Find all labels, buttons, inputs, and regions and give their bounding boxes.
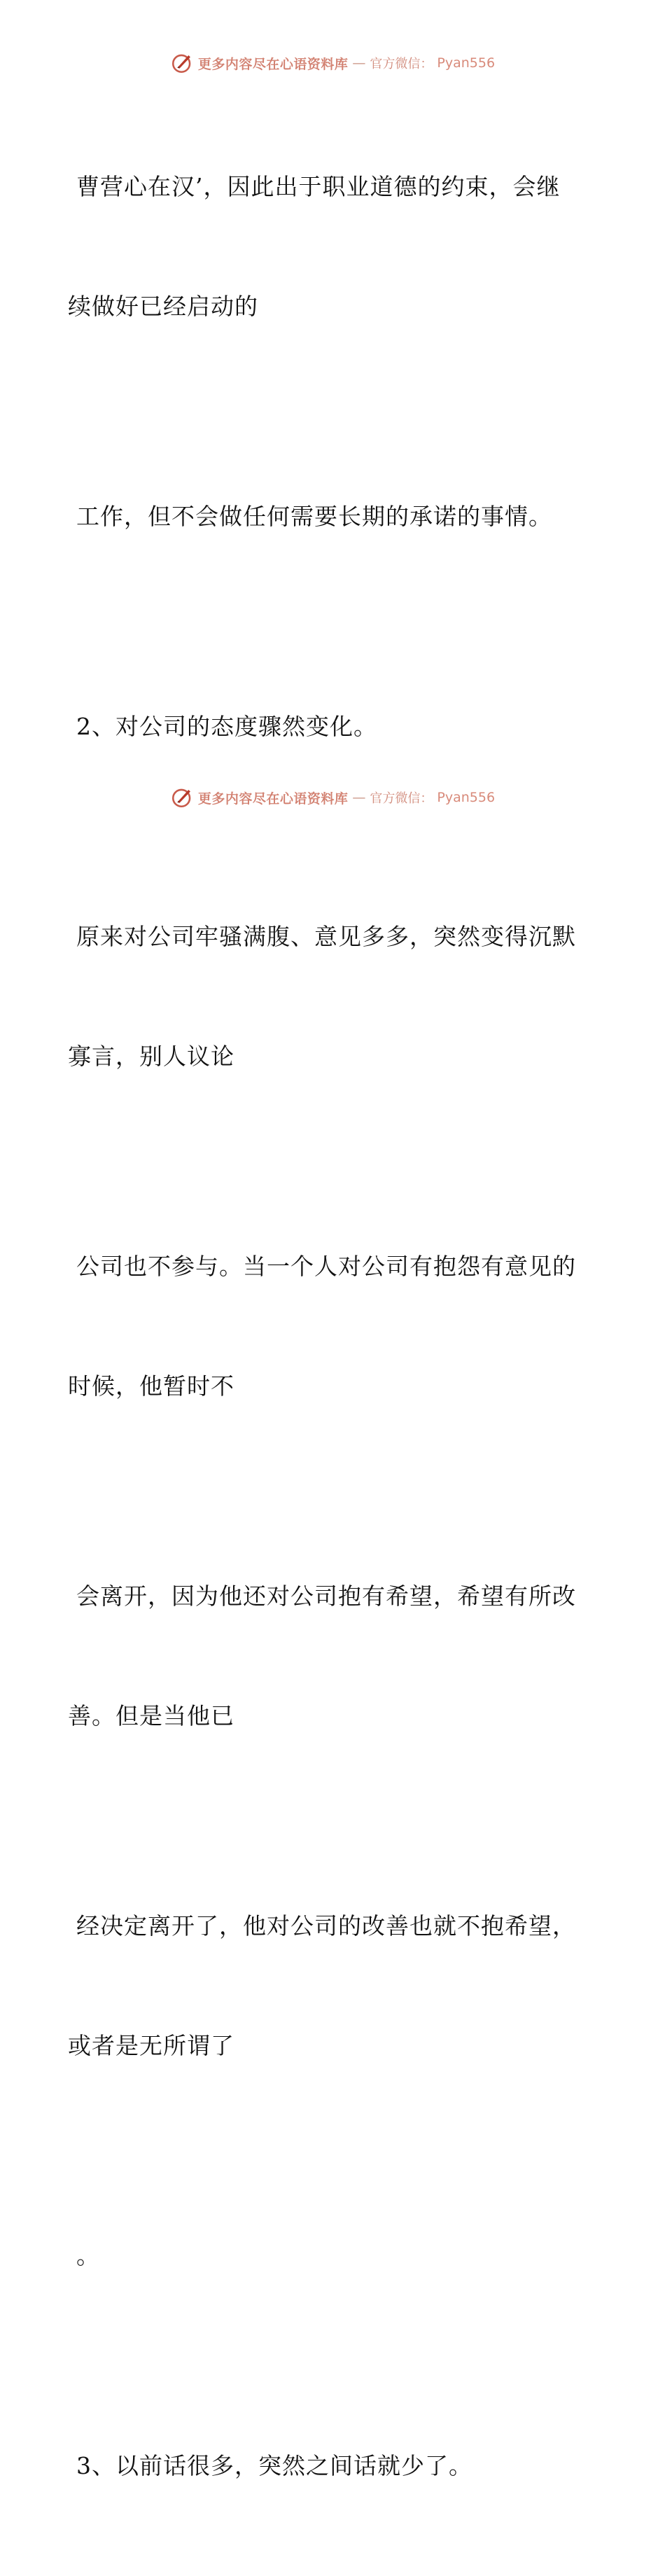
text-line: 原来对公司牢骚满腹、意见多多，突然变得沉默: [76, 923, 576, 950]
text-line: 经决定离开了，他对公司的改善也就不抱希望，: [76, 1912, 576, 1940]
text-line: 或者是无所谓了: [68, 2032, 234, 2059]
watermark-dash: —: [352, 55, 366, 71]
watermark-dash: —: [352, 790, 366, 805]
paragraph-6: [68, 1496, 586, 1816]
header-watermark: [0, 49, 665, 77]
quill-logo-icon: [170, 786, 194, 809]
text-line: 续做好已经启动的: [68, 293, 258, 320]
watermark-label: 官方微信：: [370, 791, 433, 806]
paragraph-9: [68, 2366, 586, 2565]
text-line: 3、以前话很多，突然之间话就少了。: [76, 2452, 472, 2479]
text-line: 2、对公司的态度骤然变化。: [76, 713, 377, 740]
watermark-wechat-id: Pyan556: [437, 790, 496, 805]
watermark-label: 官方微信：: [370, 57, 433, 71]
watermark-site-text: 更多内容尽在心语资料库: [197, 791, 349, 807]
quill-logo-icon: [170, 51, 194, 75]
watermark-site-text: 更多内容尽在心语资料库: [197, 56, 349, 72]
paragraph-8: [68, 2156, 586, 2355]
watermark-wechat-id: Pyan556: [437, 55, 496, 71]
document-body: [68, 87, 586, 2576]
paragraph-5: [68, 1167, 586, 1486]
paragraph-7: [68, 1826, 586, 2145]
footer-watermark: [0, 784, 665, 812]
text-line: 时候，他暂时不: [68, 1372, 234, 1400]
paragraph-2: [68, 417, 586, 616]
paragraph-4: [68, 837, 586, 1156]
text-line: 工作，但不会做任何需要长期的承诺的事情。: [76, 503, 552, 530]
text-line: 寡言，别人议论: [68, 1043, 234, 1070]
text-line: 曹营心在汉’，因此出于职业道德的约束，会继: [76, 173, 561, 200]
text-line: 公司也不参与。当一个人对公司有抱怨有意见的: [76, 1253, 576, 1280]
text-line: 。: [76, 2242, 100, 2269]
paragraph-1: [68, 87, 586, 406]
text-line: 会离开，因为他还对公司抱有希望，希望有所改: [76, 1582, 576, 1610]
text-line: 善。但是当他已: [68, 1702, 234, 1729]
